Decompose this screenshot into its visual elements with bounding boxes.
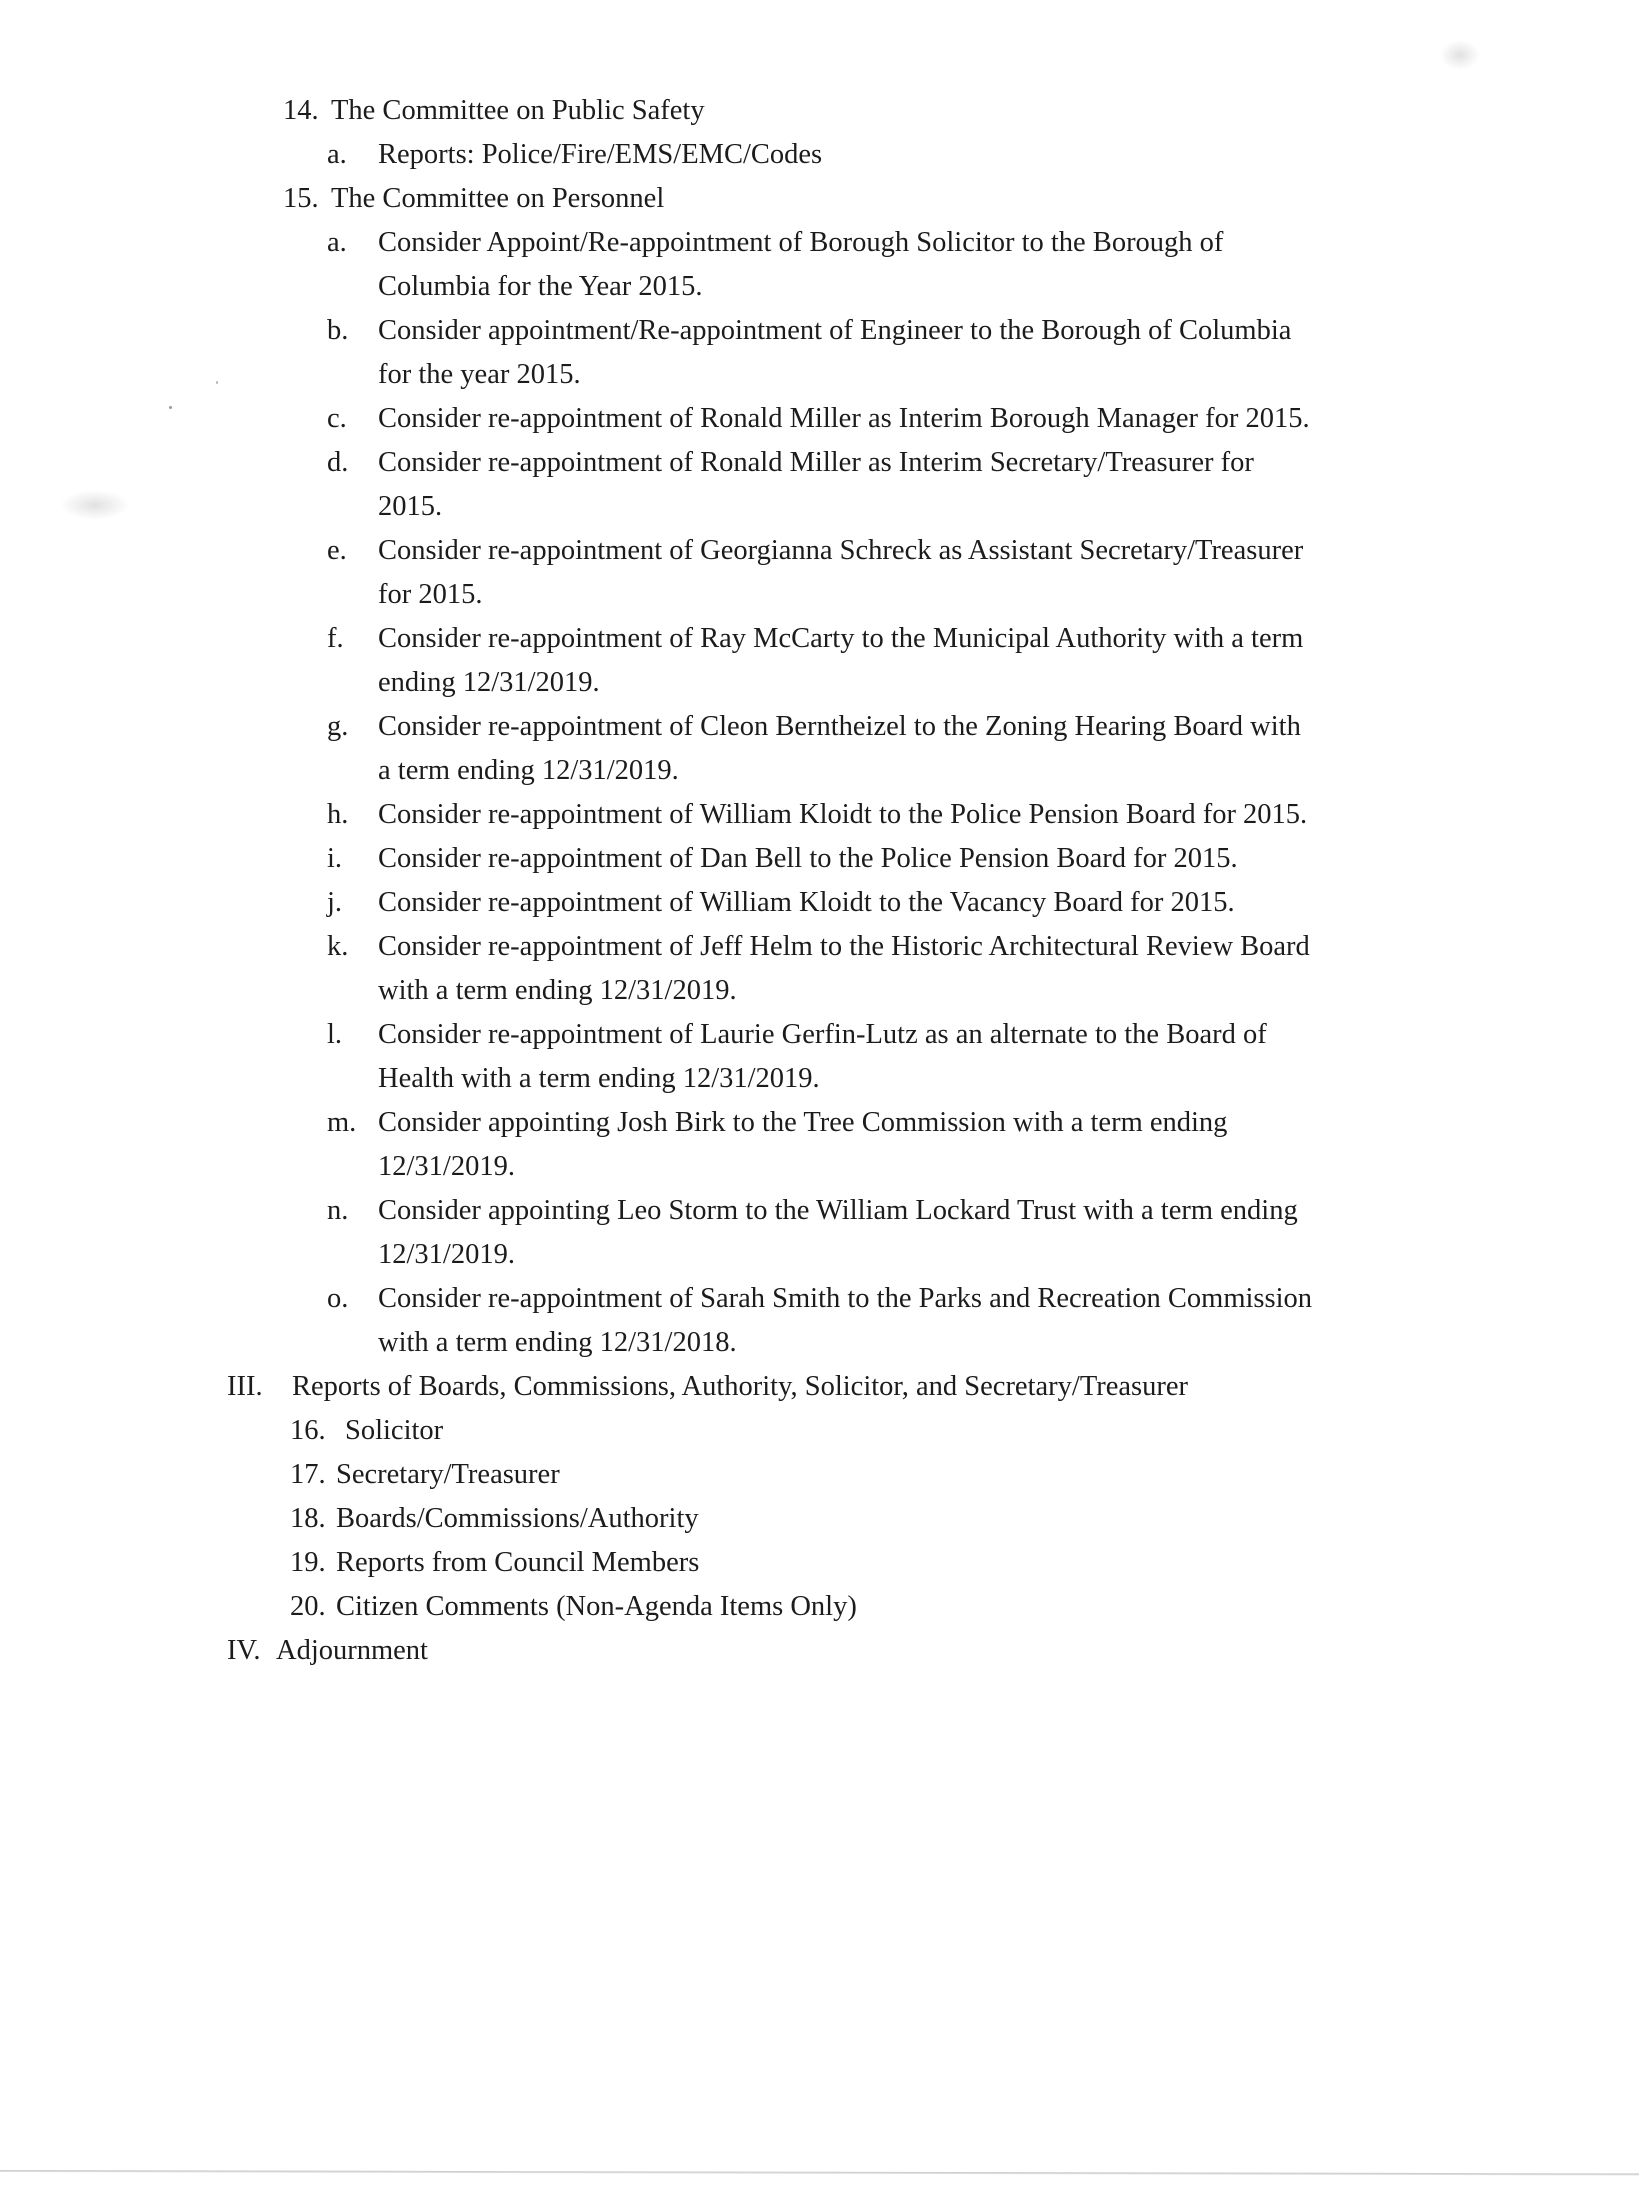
sub-item-text: Consider appointment/Re-appointment of Engineer to the Borough of Columbia — [378, 315, 1292, 346]
scan-edge-line — [0, 2170, 1639, 2175]
sub-item — [0, 925, 1639, 969]
sub-item — [0, 617, 1639, 661]
sub-item-text: Consider re-appointment of Ronald Miller as Interim Borough Manager for 2015. — [378, 403, 1310, 434]
item-number: 20. — [290, 1591, 326, 1622]
sub-item-text: with a term ending 12/31/2019. — [378, 975, 737, 1006]
sub-item-continuation — [0, 1057, 1639, 1101]
item-text: Boards/Commissions/Authority — [336, 1503, 699, 1534]
agenda-item-14 — [0, 89, 1639, 133]
sub-item — [0, 793, 1639, 837]
sub-item-continuation — [0, 353, 1639, 397]
sub-item-label: j. — [327, 887, 343, 918]
sub-item — [0, 1189, 1639, 1233]
item-text: Reports from Council Members — [336, 1547, 700, 1578]
sub-item-text: Consider re-appointment of Cleon Berntheizel to the Zoning Hearing Board with — [378, 711, 1301, 742]
sub-item-label: l. — [327, 1019, 343, 1050]
section-numeral: III. — [227, 1371, 263, 1402]
sub-item — [0, 1101, 1639, 1145]
sub-item-label: d. — [327, 447, 349, 478]
sub-item-text: Reports: Police/Fire/EMS/EMC/Codes — [378, 139, 823, 170]
item-title: The Committee on Public Safety — [331, 95, 705, 126]
sub-item — [0, 1277, 1639, 1321]
sub-item-label: m. — [327, 1107, 357, 1138]
sub-item-label: a. — [327, 139, 347, 170]
section-numeral: IV. — [227, 1635, 261, 1666]
sub-item-text: for the year 2015. — [378, 359, 581, 390]
item-number: 17. — [290, 1459, 326, 1490]
item-number: 19. — [290, 1547, 326, 1578]
report-item-16 — [0, 1409, 1639, 1453]
report-item-18 — [0, 1497, 1639, 1541]
section-iii — [0, 1365, 1639, 1409]
sub-item-label: g. — [327, 711, 349, 742]
sub-item-text: Consider re-appointment of Sarah Smith to the Parks and Recreation Commission — [378, 1283, 1313, 1314]
item-text: Solicitor — [345, 1415, 444, 1446]
sub-item — [0, 221, 1639, 265]
sub-item-label: b. — [327, 315, 349, 346]
sub-item-label: a. — [327, 227, 347, 258]
section-title: Adjournment — [276, 1635, 428, 1666]
sub-item-text: Consider re-appointment of Georgianna Schreck as Assistant Secretary/Treasurer — [378, 535, 1304, 566]
scan-smudge — [60, 490, 130, 520]
item-number: 14. — [283, 95, 319, 126]
sub-item-text: Consider re-appointment of William Kloidt to the Police Pension Board for 2015. — [378, 799, 1308, 830]
sub-item-label: i. — [327, 843, 343, 874]
section-iv — [0, 1629, 1639, 1673]
report-item-20 — [0, 1585, 1639, 1629]
sub-item — [0, 705, 1639, 749]
sub-item-text: Consider appointing Leo Storm to the William Lockard Trust with a term ending — [378, 1195, 1298, 1226]
agenda-list — [0, 89, 1639, 1673]
sub-item-text: Consider re-appointment of Ronald Miller as Interim Secretary/Treasurer for — [378, 447, 1254, 478]
item-number: 15. — [283, 183, 319, 214]
sub-item-continuation — [0, 1145, 1639, 1189]
sub-item-label: k. — [327, 931, 349, 962]
item-text: Secretary/Treasurer — [336, 1459, 560, 1490]
sub-item-continuation — [0, 969, 1639, 1013]
sub-item-text: Consider re-appointment of Laurie Gerfin-Lutz as an alternate to the Board of — [378, 1019, 1267, 1050]
report-item-17 — [0, 1453, 1639, 1497]
report-item-19 — [0, 1541, 1639, 1585]
sub-item — [0, 837, 1639, 881]
sub-item-text: Consider re-appointment of Ray McCarty to the Municipal Authority with a term — [378, 623, 1304, 654]
sub-item-text: 12/31/2019. — [378, 1151, 515, 1182]
sub-item-continuation — [0, 749, 1639, 793]
section-title: Reports of Boards, Commissions, Authority, Solicitor, and Secretary/Treasurer — [292, 1371, 1188, 1402]
item-title: The Committee on Personnel — [331, 183, 665, 214]
sub-item-text: a term ending 12/31/2019. — [378, 755, 679, 786]
sub-item-text: Columbia for the Year 2015. — [378, 271, 703, 302]
sub-item-continuation — [0, 661, 1639, 705]
sub-item — [0, 133, 1639, 177]
sub-item-label: o. — [327, 1283, 349, 1314]
sub-item-continuation — [0, 485, 1639, 529]
sub-item — [0, 309, 1639, 353]
sub-item-text: for 2015. — [378, 579, 483, 610]
sub-item — [0, 1013, 1639, 1057]
sub-item-continuation — [0, 573, 1639, 617]
item-number: 18. — [290, 1503, 326, 1534]
sub-item-continuation — [0, 265, 1639, 309]
sub-item-label: e. — [327, 535, 347, 566]
sub-item-continuation — [0, 1233, 1639, 1277]
sub-item-continuation — [0, 1321, 1639, 1365]
sub-item-text: Consider appointing Josh Birk to the Tree Commission with a term ending — [378, 1107, 1228, 1138]
sub-item-text: with a term ending 12/31/2018. — [378, 1327, 737, 1358]
scan-speck — [216, 381, 218, 384]
sub-item-text: 12/31/2019. — [378, 1239, 515, 1270]
sub-item-label: f. — [327, 623, 344, 654]
sub-item — [0, 529, 1639, 573]
sub-item-text: ending 12/31/2019. — [378, 667, 600, 698]
sub-item-text: Health with a term ending 12/31/2019. — [378, 1063, 820, 1094]
sub-item-text: 2015. — [378, 491, 443, 522]
sub-item-label: c. — [327, 403, 347, 434]
sub-item — [0, 441, 1639, 485]
sub-item-text: Consider re-appointment of William Kloidt to the Vacancy Board for 2015. — [378, 887, 1235, 918]
scan-speck — [169, 406, 172, 409]
sub-item-label: h. — [327, 799, 349, 830]
sub-item — [0, 881, 1639, 925]
sub-item-text: Consider re-appointment of Jeff Helm to the Historic Architectural Review Board — [378, 931, 1310, 962]
sub-item-text: Consider re-appointment of Dan Bell to the Police Pension Board for 2015. — [378, 843, 1238, 874]
item-text: Citizen Comments (Non-Agenda Items Only) — [336, 1591, 857, 1622]
sub-item-text: Consider Appoint/Re-appointment of Borough Solicitor to the Borough of — [378, 227, 1224, 258]
item-number: 16. — [290, 1415, 326, 1446]
personnel-sub-items — [0, 221, 1639, 1365]
scan-smudge — [1440, 40, 1480, 70]
agenda-item-15 — [0, 177, 1639, 221]
sub-item — [0, 397, 1639, 441]
sub-item-label: n. — [327, 1195, 349, 1226]
